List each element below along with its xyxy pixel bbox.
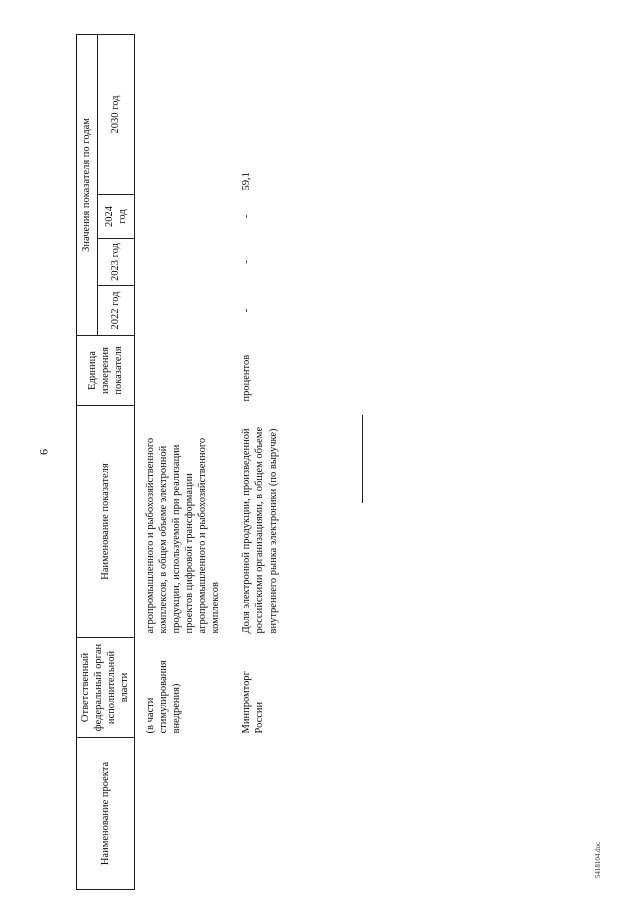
- cell-project: [236, 738, 279, 890]
- cell-value-2024: [144, 195, 237, 239]
- header-unit: Единица измерения показателя: [77, 336, 135, 406]
- header-values-by-year: Значения показателя по годам: [77, 34, 98, 335]
- cell-value-2023: -: [241, 260, 253, 264]
- cell-value-2022: [144, 286, 237, 336]
- cell-indicator: Доля электронной продукции, произведенной российскими организациями, в общем объеме внутреннего рынка электроники (по выручке): [241, 426, 279, 634]
- cell-value-2024: -: [241, 214, 253, 219]
- cell-agency: (в части стимулирования внедрения): [144, 660, 182, 734]
- cell-value-2030: 59,1: [241, 172, 253, 191]
- cell-agency: Минпромторг России: [241, 671, 266, 734]
- end-of-table-rule: [362, 415, 363, 503]
- cell-unit: процентов: [241, 354, 253, 402]
- header-year-2022: 2022 год: [98, 286, 134, 336]
- table-row: [144, 34, 237, 889]
- indicators-table: [76, 34, 280, 890]
- header-year-2030: 2030 год: [98, 34, 134, 194]
- table-row: [236, 34, 279, 889]
- cell-project: [144, 738, 237, 890]
- cell-value-2022: -: [241, 308, 253, 313]
- page-number: 6: [36, 449, 51, 455]
- file-reference: 5418104.doc: [594, 841, 602, 879]
- cell-value-2023: [144, 239, 237, 286]
- header-agency: Ответственный федеральный орган исполнительной власти: [77, 638, 135, 738]
- header-year-2024: 2024 год: [98, 195, 134, 239]
- header-year-2023: 2023 год: [98, 239, 134, 286]
- header-project-name: Наименование проекта: [77, 738, 135, 890]
- cell-unit: [144, 336, 237, 406]
- rotated-table-container: [76, 35, 636, 890]
- cell-indicator: агропромышленного и рыбохозяйственного комплексов, в общем объеме электронной продукции, используемой при реализации проектов цифровой трансформации агропромышленного и рыбохозяйственного комплексов: [144, 437, 222, 634]
- cell-value-2030: [144, 34, 237, 194]
- header-indicator: Наименование показателя: [77, 406, 135, 638]
